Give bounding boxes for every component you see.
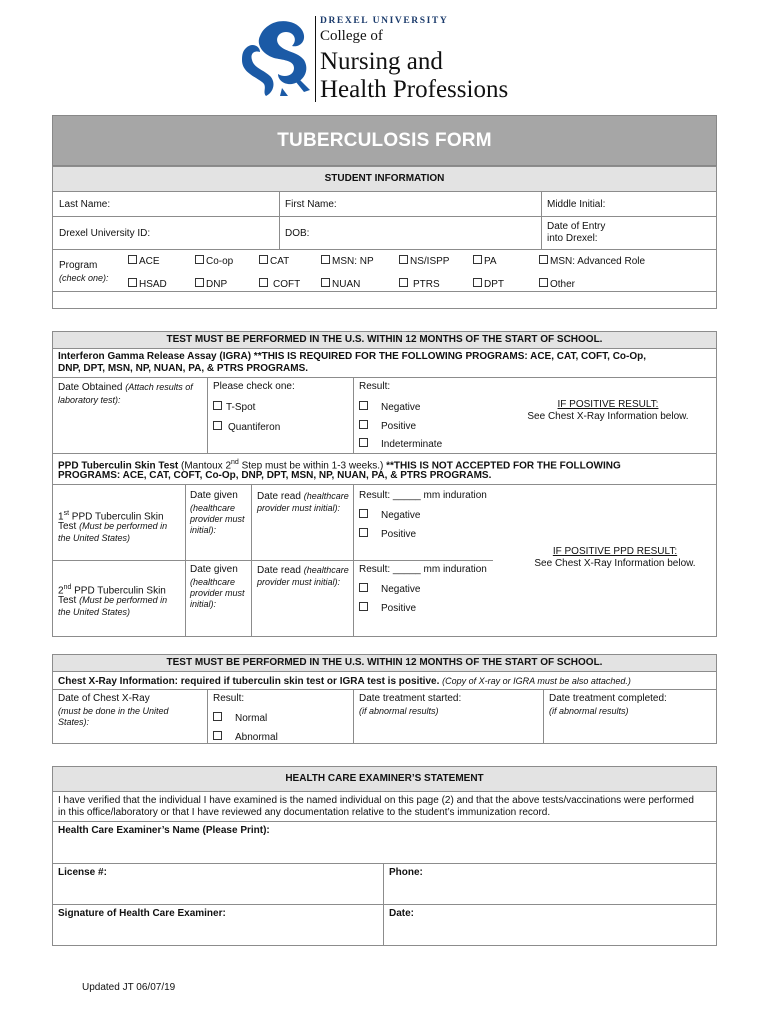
updated-footer: Updated JT 06/07/19 <box>82 982 176 993</box>
college-name-line1: Nursing and <box>320 48 443 75</box>
first-ppd-hint-2: the United States) <box>58 533 131 543</box>
second-negative-label: Negative <box>381 584 421 595</box>
second-date-read-hint: provider must initial): <box>257 577 341 587</box>
program-checkbox[interactable] <box>539 255 548 264</box>
first-result-label: Result: _____ mm induration <box>359 490 487 501</box>
program-option-label: MSN: Advanced Role <box>550 256 646 267</box>
first-date-given-label[interactable]: Date given <box>190 490 238 501</box>
form-title-bar <box>52 115 717 166</box>
examiner-name-field[interactable]: Health Care Examiner’s Name (Please Print): <box>58 825 270 836</box>
program-option-label: PA <box>484 256 497 267</box>
program-checkbox[interactable] <box>128 278 137 287</box>
program-option-label: Co-op <box>206 256 234 267</box>
please-check-label: Please check one: <box>213 381 295 392</box>
student-info-section <box>52 166 717 309</box>
first-negative-label: Negative <box>381 510 421 521</box>
program-option-label: ACE <box>139 256 160 267</box>
second-date-given-hint-2: provider must <box>190 588 245 598</box>
chest-xray-section <box>52 654 717 744</box>
second-date-read-label: Date read (healthcare <box>257 565 349 576</box>
first-negative-checkbox[interactable] <box>359 509 368 518</box>
examiner-statement-2: in this office/laboratory or that I have reviewed any documentation relative to the student’s immunization record. <box>58 807 551 818</box>
igra-date-input[interactable] <box>58 408 198 426</box>
ppd-subhead-1: PPD Tuberculin Skin Test (Mantoux 2nd Step must be within 1-3 weeks.) **THIS IS NOT ACCEPTED FOR THE FOLLOWING <box>58 459 621 472</box>
second-date-given-hint-1: (healthcare <box>190 577 236 587</box>
program-option-label: NUAN <box>332 279 361 290</box>
second-date-given-label[interactable]: Date given <box>190 564 238 575</box>
form-title: TUBERCULOSIS FORM <box>277 129 492 151</box>
first-date-given-hint-2: provider must <box>190 514 245 524</box>
xray-date-label[interactable]: Date of Chest X-Ray <box>58 693 150 704</box>
xray-normal-checkbox[interactable] <box>213 712 222 721</box>
program-checkbox[interactable] <box>195 255 204 264</box>
program-checkbox[interactable] <box>539 278 548 287</box>
program-checkbox[interactable] <box>399 278 408 287</box>
program-checkbox[interactable] <box>473 255 482 264</box>
second-date-given-hint-3: initial): <box>190 599 217 609</box>
first-positive-checkbox[interactable] <box>359 528 368 537</box>
treatment-completed-label[interactable]: Date treatment completed: <box>549 693 667 704</box>
last-name-field[interactable]: Last Name: <box>59 199 111 210</box>
program-checkbox[interactable] <box>321 255 330 264</box>
igra-subhead-1: Interferon Gamma Release Assay (IGRA) **THIS IS REQUIRED FOR THE FOLLOWING PROGRAMS: ACE, CAT, COFT, Co-Op, <box>58 351 647 362</box>
igra-subhead-2: DNP, DPT, MSN, NP, NUAN, PA, & PTRS PROGRAMS. <box>58 363 309 374</box>
second-negative-checkbox[interactable] <box>359 583 368 592</box>
date-obtained-hint-2: laboratory test): <box>58 395 121 405</box>
igra-if-positive: IF POSITIVE RESULT: <box>557 399 659 410</box>
igra-positive-checkbox[interactable] <box>359 420 368 429</box>
signature-field[interactable]: Signature of Health Care Examiner: <box>58 908 226 919</box>
phone-field[interactable]: Phone: <box>389 867 423 878</box>
date-of-entry-label-2: into Drexel: <box>547 233 598 244</box>
program-checkbox[interactable] <box>195 278 204 287</box>
xray-normal-label: Normal <box>235 713 268 724</box>
igra-positive-label: Positive <box>381 421 417 432</box>
tspot-checkbox[interactable] <box>213 401 222 410</box>
ppd-if-positive: IF POSITIVE PPD RESULT: <box>552 546 678 557</box>
program-option-label: HSAD <box>139 279 167 290</box>
program-option-label: DPT <box>484 279 504 290</box>
program-option-label: NS/ISPP <box>410 256 450 267</box>
program-checkbox[interactable] <box>399 255 408 264</box>
tspot-label: T-Spot <box>226 402 256 413</box>
first-date-given-hint-3: initial): <box>190 525 217 535</box>
tb-test-section <box>52 331 717 637</box>
program-option-label: PTRS <box>413 279 440 290</box>
examiner-heading: HEALTH CARE EXAMINER’S STATEMENT <box>53 767 716 791</box>
xray-date-hint-2: States): <box>58 717 90 727</box>
igra-negative-label: Negative <box>381 402 421 413</box>
date-obtained-label: Date Obtained <box>58 382 123 393</box>
igra-result-label: Result: <box>359 381 391 392</box>
igra-indeterminate-checkbox[interactable] <box>359 438 368 447</box>
quantiferon-checkbox[interactable] <box>213 421 222 430</box>
program-option-label: DNP <box>206 279 228 290</box>
program-label: Program <box>59 260 98 271</box>
first-ppd-test-word: Test <box>58 521 77 532</box>
tb-test-heading: TEST MUST BE PERFORMED IN THE U.S. WITHIN 12 MONTHS OF THE START OF SCHOOL. <box>53 332 716 348</box>
second-ppd-label: 2nd PPD Tuberculin Skin <box>58 584 166 597</box>
igra-see-xray: See Chest X-Ray Information below. <box>527 411 689 422</box>
second-ppd-hint-2: the United States) <box>58 607 131 617</box>
treatment-started-hint: (if abnormal results) <box>359 706 439 716</box>
first-date-read-label: Date read (healthcare <box>257 491 349 502</box>
university-id-field[interactable]: Drexel University ID: <box>59 228 151 239</box>
logo-divider <box>315 16 316 102</box>
second-result-label: Result: _____ mm induration <box>359 564 487 575</box>
second-positive-label: Positive <box>381 603 417 614</box>
student-info-heading: STUDENT INFORMATION <box>53 167 716 191</box>
dob-field[interactable]: DOB: <box>285 228 310 239</box>
program-checkbox[interactable] <box>321 278 330 287</box>
examiner-statement-1: I have verified that the individual I have examined is the named individual on this page (2) and that the above tests/vaccinations were performed <box>58 795 694 806</box>
examiner-section <box>52 766 717 946</box>
college-name-line2: Health Professions <box>320 76 509 103</box>
ppd-subhead-2: PROGRAMS: ACE, CAT, COFT, Co-Op, DNP, DPT, MSN, NP, NUAN, PA, & PTRS PROGRAMS. <box>58 470 492 481</box>
first-date-given-hint-1: (healthcare <box>190 503 236 513</box>
xray-abnormal-checkbox[interactable] <box>213 731 222 740</box>
program-hint: (check one): <box>59 273 109 283</box>
igra-indeterminate-label: Indeterminate <box>381 439 443 450</box>
igra-negative-checkbox[interactable] <box>359 401 368 410</box>
program-option-label: Other <box>550 279 576 290</box>
dragon-logo-icon <box>238 18 314 98</box>
program-checkbox[interactable] <box>259 278 268 287</box>
xray-date-hint-1: (must be done in the United <box>58 706 169 716</box>
program-option-label: COFT <box>273 279 301 290</box>
treatment-started-label[interactable]: Date treatment started: <box>359 693 462 704</box>
first-name-field[interactable]: First Name: <box>285 199 337 210</box>
program-option-label: CAT <box>270 256 290 267</box>
first-date-read-hint: provider must initial): <box>257 503 341 513</box>
program-checkbox[interactable] <box>473 278 482 287</box>
date-obtained-hint-1: (Attach results of <box>125 382 193 392</box>
xray-heading: TEST MUST BE PERFORMED IN THE U.S. WITHIN 12 MONTHS OF THE START OF SCHOOL. <box>53 655 716 671</box>
treatment-completed-hint: (if abnormal results) <box>549 706 629 716</box>
first-ppd-label: 1st PPD Tuberculin Skin <box>58 510 164 523</box>
ppd-see-xray: See Chest X-Ray Information below. <box>534 558 696 569</box>
quantiferon-label: Quantiferon <box>228 422 281 433</box>
license-field[interactable]: License #: <box>58 867 107 878</box>
exam-date-field[interactable]: Date: <box>389 908 415 919</box>
program-checkbox[interactable] <box>259 255 268 264</box>
college-line: College of <box>320 28 383 44</box>
university-name: DREXEL UNIVERSITY <box>320 16 449 26</box>
xray-subhead: Chest X-Ray Information: required if tuberculin skin test or IGRA test is positive. (Copy of X-ray or IGRA must be also attached.) <box>58 676 631 687</box>
second-positive-checkbox[interactable] <box>359 602 368 611</box>
date-of-entry-label-1: Date of Entry <box>547 221 606 232</box>
second-ppd-test-word: Test <box>58 595 77 606</box>
second-ppd-hint-1: (Must be performed in <box>79 595 168 605</box>
program-option-label: MSN: NP <box>332 256 374 267</box>
college-logo <box>238 14 538 106</box>
xray-result-label: Result: <box>213 693 245 704</box>
middle-initial-field[interactable]: Middle Initial: <box>547 199 606 210</box>
program-checkbox[interactable] <box>128 255 137 264</box>
xray-abnormal-label: Abnormal <box>235 732 278 743</box>
first-positive-label: Positive <box>381 529 417 540</box>
first-ppd-hint-1: (Must be performed in <box>79 521 168 531</box>
